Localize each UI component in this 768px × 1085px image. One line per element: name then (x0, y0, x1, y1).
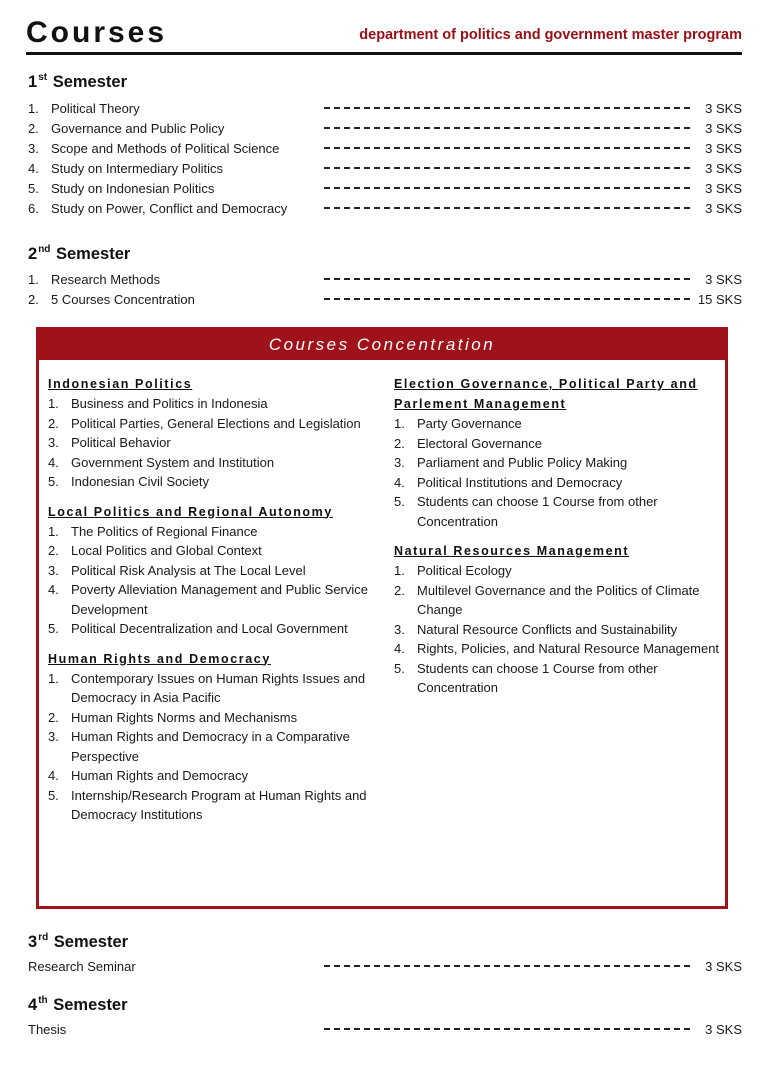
course-name: Study on Indonesian Politics (51, 181, 215, 196)
concentration-group (48, 502, 378, 639)
course-name: Students can choose 1 Course from other Concentration (417, 660, 658, 695)
semester-ordinal-suffix: th (38, 995, 48, 1006)
concentration-course-item (48, 708, 378, 728)
course-number: 2. (28, 121, 39, 136)
concentration-course-item (48, 414, 378, 434)
course-number: 1. (48, 670, 59, 686)
semester-2-course-list (28, 270, 742, 310)
course-name: Political Behavior (71, 435, 171, 450)
dotted-leader (324, 187, 690, 192)
course-name: Parliament and Public Policy Making (417, 455, 628, 470)
course-row (28, 1020, 742, 1040)
course-name: Human Rights and Democracy (71, 768, 249, 783)
semester-number: 4 (28, 996, 38, 1014)
page-subtitle: department of politics and government master program (359, 27, 742, 43)
dotted-leader (324, 167, 690, 172)
course-number: 4. (48, 768, 59, 783)
course-name: Contemporary Issues on Human Rights Issues and Democracy in Asia Pacific (71, 670, 366, 705)
concentration-course-item (48, 619, 378, 639)
concentration-group (394, 541, 724, 698)
course-name: Business and Politics in Indonesia (71, 396, 268, 411)
course-row (28, 179, 742, 199)
concentration-course-item (48, 669, 378, 708)
semester-2-title (28, 240, 130, 264)
course-name: Research Methods (51, 272, 161, 287)
course-name: Human Rights and Democracy in a Comparative Perspective (71, 729, 350, 764)
semester-4-course-list (28, 1020, 742, 1040)
semester-word: Semester (52, 73, 127, 91)
concentration-course-item (394, 581, 724, 620)
concentration-course-item (48, 433, 378, 453)
course-number: 2. (394, 435, 405, 451)
course-number: 2. (28, 292, 39, 307)
concentration-group (394, 374, 724, 531)
course-number: 4. (48, 582, 59, 597)
concentration-course-item (394, 620, 724, 640)
course-row (28, 199, 742, 219)
concentration-group-title: Indonesian Politics (48, 377, 193, 391)
course-credits: 3 SKS (705, 959, 742, 974)
course-name: Political Theory (51, 101, 140, 116)
concentration-left-column (48, 374, 378, 835)
course-name: Scope and Methods of Political Science (51, 141, 280, 156)
course-name: Thesis (28, 1022, 67, 1037)
course-name: Students can choose 1 Course from other Concentration (417, 494, 658, 529)
course-name: Research Seminar (28, 959, 136, 974)
concentration-course-list (48, 669, 378, 825)
concentration-course-item (48, 727, 378, 766)
concentration-group-title: Human Rights and Democracy (48, 651, 271, 666)
course-name: Rights, Policies, and Natural Resource Management (417, 641, 720, 656)
page-header (26, 14, 742, 55)
course-name: Political Institutions and Democracy (417, 474, 623, 490)
course-number: 1. (394, 416, 405, 431)
course-credits: 3 SKS (705, 1022, 742, 1037)
concentration-course-item (48, 394, 378, 414)
course-name: Governance and Public Policy (51, 121, 225, 136)
course-number: 4. (394, 474, 405, 490)
course-number: 5. (394, 660, 405, 676)
course-number: 4. (394, 641, 405, 656)
course-credits: 3 SKS (705, 181, 742, 196)
course-number: 3. (48, 729, 59, 744)
course-row (28, 119, 742, 139)
course-number: 3. (394, 455, 405, 470)
concentration-group (48, 649, 378, 825)
dotted-leader (324, 298, 690, 303)
course-number: 3. (394, 621, 405, 637)
course-name: Local Politics and Global Context (71, 543, 262, 558)
course-number: 5. (48, 474, 59, 489)
course-row (28, 270, 742, 290)
concentration-title-bar (39, 330, 725, 360)
course-number: 4. (48, 454, 59, 470)
course-name: Political Parties, General Elections and Legislation (71, 415, 361, 431)
dotted-leader (324, 147, 690, 152)
course-number: 1. (394, 563, 405, 578)
semester-1-title (28, 68, 127, 92)
course-credits: 3 SKS (705, 141, 742, 156)
course-name: Party Governance (417, 416, 522, 431)
course-number: 3. (48, 562, 59, 578)
course-name: The Politics of Regional Finance (71, 523, 258, 539)
dotted-leader (324, 207, 690, 212)
course-name: Indonesian Civil Society (71, 474, 210, 489)
course-number: 1. (48, 396, 59, 411)
semester-4-title (28, 991, 128, 1015)
concentration-course-list (48, 394, 378, 492)
dotted-leader (324, 107, 690, 112)
page-title: Courses (26, 16, 168, 49)
concentration-course-item (48, 472, 378, 492)
concentration-course-item (394, 453, 724, 473)
course-name: Political Risk Analysis at The Local Level (71, 562, 306, 578)
semester-word: Semester (56, 245, 131, 263)
semester-ordinal-suffix: rd (38, 932, 49, 943)
course-number: 3. (28, 141, 39, 156)
course-number: 2. (48, 709, 59, 725)
concentration-course-item (48, 766, 378, 786)
course-name: Political Ecology (417, 563, 512, 578)
concentration-course-item (48, 580, 378, 619)
semester-number: 1 (28, 73, 38, 91)
dotted-leader (324, 278, 690, 283)
semester-number: 3 (28, 933, 38, 951)
dotted-leader (324, 965, 690, 970)
semester-1-course-list (28, 99, 742, 219)
semester-word: Semester (53, 933, 129, 951)
course-number: 2. (394, 582, 405, 598)
course-name: Natural Resource Conflicts and Sustainability (417, 621, 678, 637)
concentration-group (48, 374, 378, 492)
course-name: Electoral Governance (417, 435, 543, 451)
concentration-course-item (48, 786, 378, 825)
course-number: 4. (28, 161, 39, 176)
semester-word: Semester (53, 996, 128, 1014)
concentration-course-item (394, 492, 724, 531)
courses-concentration-box (36, 327, 728, 909)
course-number: 5. (28, 181, 39, 196)
concentration-course-list (394, 414, 724, 531)
semester-3-course-list (28, 957, 742, 977)
course-credits: 3 SKS (705, 201, 742, 216)
concentration-title: Courses Concentration (268, 335, 496, 354)
course-name: Internship/Research Program at Human Rights and Democracy Institutions (71, 787, 367, 822)
course-number: 5. (48, 787, 59, 803)
semester-3-title (28, 928, 128, 952)
concentration-right-column (394, 374, 724, 708)
course-credits: 3 SKS (705, 101, 742, 116)
course-row (28, 159, 742, 179)
course-name: Study on Intermediary Politics (51, 161, 223, 176)
concentration-course-list (394, 561, 724, 698)
course-row (28, 957, 742, 977)
course-row (28, 290, 742, 310)
course-number: 1. (48, 523, 59, 539)
course-number: 1. (28, 272, 39, 287)
concentration-course-item (394, 434, 724, 454)
concentration-group-title: Local Politics and Regional Autonomy (48, 504, 333, 519)
course-credits: 3 SKS (705, 121, 742, 136)
course-row (28, 139, 742, 159)
course-number: 6. (28, 201, 39, 216)
semester-number: 2 (28, 245, 38, 263)
course-credits: 15 SKS (697, 292, 742, 307)
course-name: 5 Courses Concentration (51, 292, 195, 307)
concentration-course-list (48, 522, 378, 639)
concentration-course-item (48, 541, 378, 561)
dotted-leader (324, 127, 690, 132)
course-name: Government System and Institution (71, 454, 275, 470)
concentration-course-item (48, 453, 378, 473)
dotted-leader (324, 1028, 690, 1033)
course-number: 2. (48, 415, 59, 431)
semester-ordinal-suffix: st (38, 72, 48, 83)
semester-ordinal-suffix: nd (38, 244, 51, 255)
concentration-course-item (394, 639, 724, 659)
course-credits: 3 SKS (705, 161, 742, 176)
course-name: Study on Power, Conflict and Democracy (51, 201, 288, 216)
concentration-course-item (394, 473, 724, 493)
concentration-course-item (394, 561, 724, 581)
course-number: 3. (48, 435, 59, 450)
course-row (28, 99, 742, 119)
course-name: Human Rights Norms and Mechanisms (71, 709, 298, 725)
course-number: 5. (48, 621, 59, 636)
concentration-group-title: Election Governance, Political Party and Parlement Management (394, 377, 698, 411)
course-name: Political Decentralization and Local Government (71, 621, 348, 636)
concentration-course-item (394, 659, 724, 698)
concentration-group-title: Natural Resources Management (394, 544, 630, 558)
course-credits: 3 SKS (705, 272, 742, 287)
course-number: 1. (28, 101, 39, 116)
course-name: Poverty Alleviation Management and Public Service Development (71, 582, 368, 617)
concentration-course-item (48, 522, 378, 542)
concentration-course-item (394, 414, 724, 434)
course-number: 2. (48, 543, 59, 558)
concentration-course-item (48, 561, 378, 581)
course-name: Multilevel Governance and the Politics of Climate Change (417, 582, 700, 617)
course-number: 5. (394, 494, 405, 509)
